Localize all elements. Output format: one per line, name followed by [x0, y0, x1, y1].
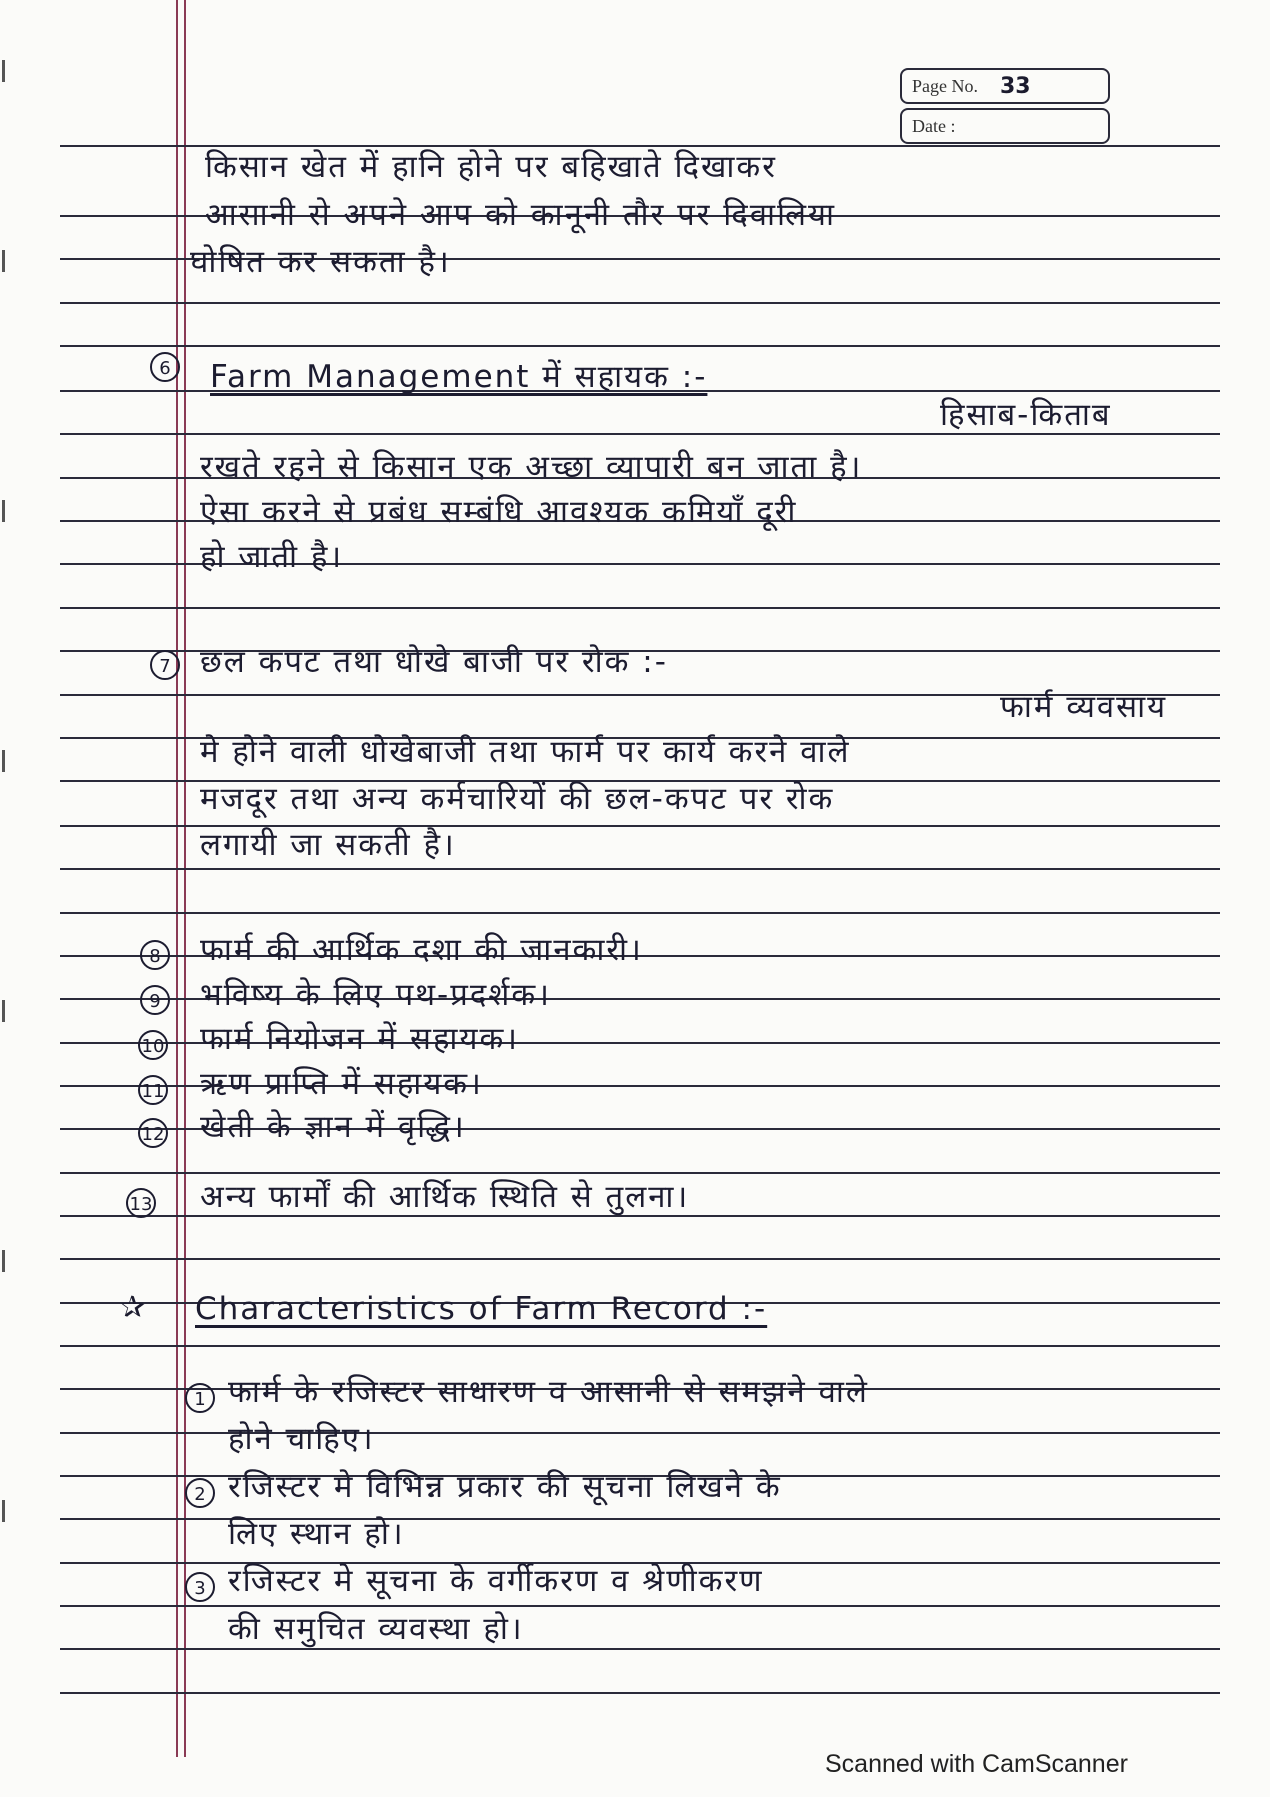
list-item: ऋण प्राप्ति में सहायक। — [200, 1066, 483, 1102]
list-number: 12 — [138, 1118, 168, 1148]
list-item: फार्म नियोजन में सहायक। — [200, 1021, 520, 1057]
section-line: मे होने वाली धोखेबाजी तथा फार्म पर कार्य करने वाले — [200, 734, 851, 770]
ruled-line — [60, 1648, 1220, 1650]
ruled-line — [60, 345, 1220, 347]
ruled-line — [60, 868, 1220, 870]
ruled-line — [60, 1172, 1220, 1174]
ruled-line — [60, 1258, 1220, 1260]
section-heading: छल कपट तथा धोखे बाजी पर रोक :- — [200, 644, 668, 680]
section-number: 6 — [150, 352, 180, 382]
section-heading: Farm Management में सहायक :- — [210, 359, 708, 395]
ruled-line — [60, 1345, 1220, 1347]
characteristic-line: होने चाहिए। — [228, 1421, 375, 1457]
punch-mark — [2, 250, 5, 272]
list-item: खेती के ज्ञान में वृद्धि। — [200, 1109, 466, 1145]
characteristic-line: लिए स्थान हो। — [228, 1516, 405, 1552]
characteristics-heading: Characteristics of Farm Record :- — [195, 1291, 768, 1327]
list-item: भविष्य के लिए पथ-प्रदर्शक। — [200, 977, 551, 1013]
ruled-line — [60, 1215, 1220, 1217]
ruled-line — [60, 302, 1220, 304]
characteristic-line: रजिस्टर मे सूचना के वर्गीकरण व श्रेणीकरण — [228, 1563, 764, 1599]
section-line: हिसाब-किताब — [940, 397, 1112, 433]
date-label: Date : — [912, 115, 956, 136]
intro-line: किसान खेत में हानि होने पर बहिखाते दिखाकर — [205, 149, 777, 185]
list-number: 10 — [138, 1030, 168, 1060]
punch-mark — [2, 1250, 5, 1272]
characteristic-line: रजिस्टर मे विभिन्न प्रकार की सूचना लिखने के — [228, 1469, 782, 1505]
ruled-line — [60, 912, 1220, 914]
list-item: अन्य फार्मों की आर्थिक स्थिति से तुलना। — [200, 1179, 690, 1215]
ruled-line — [60, 1605, 1220, 1607]
section-line: हो जाती है। — [200, 539, 344, 575]
section-line: ऐसा करने से प्रबंध सम्बंधि आवश्यक कमियाँ दूरी — [200, 494, 798, 530]
punch-mark — [2, 500, 5, 522]
punch-mark — [2, 1000, 5, 1022]
punch-mark — [2, 1500, 5, 1522]
section-line: मजदूर तथा अन्य कर्मचारियों की छल-कपट पर रोक — [200, 781, 835, 817]
characteristic-number: 1 — [185, 1383, 215, 1413]
list-number: 13 — [126, 1188, 156, 1218]
ruled-line — [60, 433, 1220, 435]
characteristic-number: 3 — [185, 1572, 215, 1602]
ruled-line — [60, 607, 1220, 609]
punch-mark — [2, 750, 5, 772]
characteristic-line: फार्म के रजिस्टर साधारण व आसानी से समझने वाले — [228, 1374, 869, 1410]
ruled-line — [60, 145, 1220, 147]
characteristic-number: 2 — [185, 1478, 215, 1508]
intro-line: आसानी से अपने आप को कानूनी तौर पर दिवालिया — [205, 197, 837, 233]
characteristic-line: की समुचित व्यवस्था हो। — [228, 1611, 524, 1647]
date-box — [900, 108, 1110, 144]
ruled-line — [60, 1692, 1220, 1694]
punch-mark — [2, 60, 5, 82]
list-number: 11 — [138, 1075, 168, 1105]
page-number-label: Page No. — [912, 75, 978, 96]
section-line: रखते रहने से किसान एक अच्छा व्यापारी बन जाता है। — [200, 449, 863, 485]
section-line: लगायी जा सकती है। — [200, 827, 456, 863]
page-number-box — [900, 68, 1110, 104]
list-number: 8 — [140, 940, 170, 970]
list-item: फार्म की आर्थिक दशा की जानकारी। — [200, 932, 643, 968]
section-line: फार्म व्यवसाय — [1000, 689, 1168, 725]
intro-line: घोषित कर सकता है। — [190, 244, 451, 280]
star-icon: ✰ — [120, 1290, 146, 1325]
page-number-value: 33 — [1000, 73, 1031, 99]
list-number: 9 — [140, 985, 170, 1015]
scanner-watermark: Scanned with CamScanner — [825, 1750, 1128, 1778]
margin-line — [176, 0, 178, 1757]
section-number: 7 — [150, 650, 180, 680]
